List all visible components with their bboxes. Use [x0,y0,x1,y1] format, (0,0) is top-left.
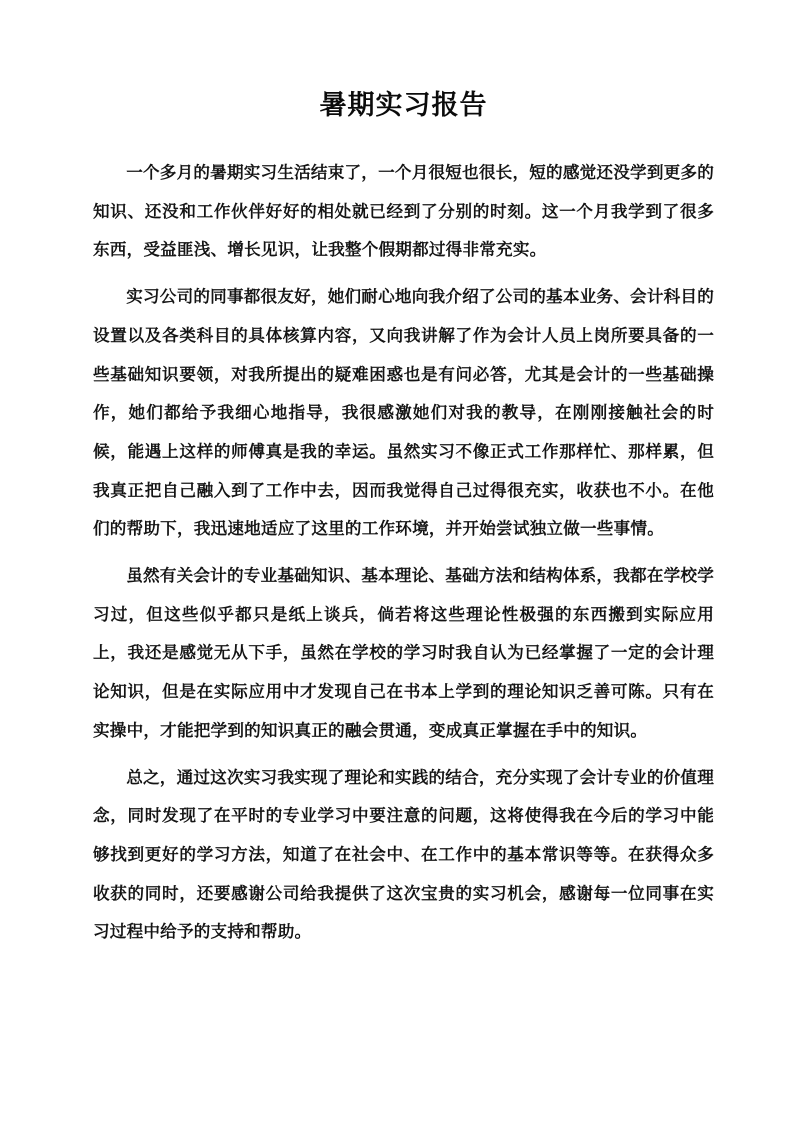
paragraph-1: 一个多月的暑期实习生活结束了，一个月很短也很长，短的感觉还没学到更多的知识、还没和工作伙伴好好的相处就已经到了分别的时刻。这一个月我学到了很多东西，受益匪浅、增长见识，让我整个假期都过得非常充实。 [93,163,714,260]
page-title: 暑期实习报告 [319,90,488,121]
paragraph-2: 实习公司的同事都很友好，她们耐心地向我介绍了公司的基本业务、会计科目的设置以及各类科目的具体核算内容，又向我讲解了作为会计人员上岗所要具备的一些基础知识要领，对我所提出的疑难困惑也是有问必答，尤其是会计的一些基础操作，她们都给予我细心地指导，我很感激她们对我的教导，在刚刚接触社会的时候，能遇上这样的师傅真是我的幸运。虽然实习不像正式工作那样忙、那样累，但我真正把自己融入到了工作中去，因而我觉得自己过得很充实，收获也不小。在他们的帮助下，我迅速地适应了这里的工作环境，并开始尝试独立做一些事情。 [93,287,714,539]
paragraph-3: 虽然有关会计的专业基础知识、基本理论、基础方法和结构体系，我都在学校学习过，但这些似乎都只是纸上谈兵，倘若将这些理论性极强的东西搬到实际应用上，我还是感觉无从下手，虽然在学校的学习时我自认为已经掌握了一定的会计理论知识，但是在实际应用中才发现自己在书本上学到的理论知识乏善可陈。只有在实操中，才能把学到的知识真正的融会贯通，变成真正掌握在手中的知识。 [93,566,714,740]
paragraph-4: 总之，通过这次实习我实现了理论和实践的结合，充分实现了会计专业的价值理念，同时发现了在平时的专业学习中要注意的问题，这将使得我在今后的学习中能够找到更好的学习方法，知道了在社会中、在工作中的基本常识等等。在获得众多收获的同时，还要感谢公司给我提供了这次宝贵的实习机会，感谢每一位同事在实习过程中给予的支持和帮助。 [93,767,714,942]
